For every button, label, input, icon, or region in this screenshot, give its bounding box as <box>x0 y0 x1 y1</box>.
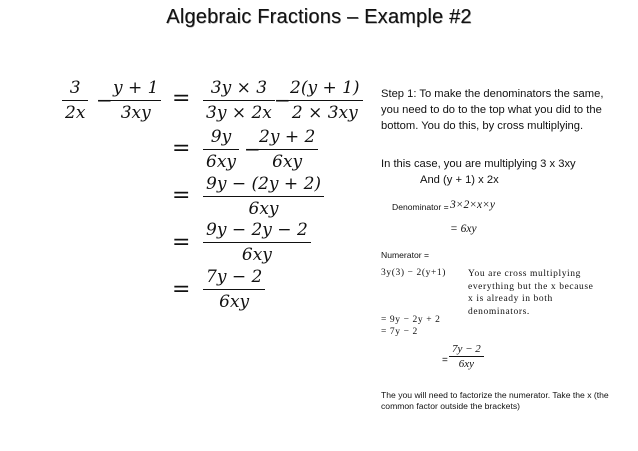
denominator: 6xy <box>206 152 237 172</box>
fraction-step1-b <box>287 78 363 123</box>
equals-sign: = <box>172 277 191 302</box>
denominator: 6xy <box>248 199 279 219</box>
numerator: 7y − 2 <box>203 267 265 290</box>
denominator: 6xy <box>219 292 250 312</box>
denominator-expression: 3×2×x×y <box>450 199 495 211</box>
factorize-note: The you will need to factorize the numerator. Take the x (the common factor outside the brackets) <box>381 390 609 411</box>
case-line-2: And (y + 1) x 2x <box>420 174 499 186</box>
numerator: 3 <box>62 78 88 101</box>
fraction-step2-a <box>203 127 239 172</box>
denominator: 6xy <box>458 358 475 370</box>
numerator-line-3: = 7y − 2 <box>381 327 418 337</box>
result-equals: = <box>442 355 448 366</box>
case-line-1: In this case, you are multiplying 3 x 3xy <box>381 158 576 170</box>
fraction-step2-b <box>256 127 318 172</box>
step1-explanation: Step 1: To make the denominators the same, you need to do to the top what you did to the bottom. You do this, by cross multiplying. <box>381 88 604 132</box>
denominator: 2 × 3xy <box>291 103 358 123</box>
numerator: 9y <box>203 127 239 150</box>
numerator-expression: 3y(3) − 2(y+1) <box>381 268 447 278</box>
equals-sign: = <box>172 183 191 208</box>
minus-sign: − <box>244 137 261 161</box>
numerator-line-2: = 9y − 2y + 2 <box>381 315 441 325</box>
numerator: 3y × 3 <box>203 78 275 101</box>
minus-sign: − <box>96 88 113 112</box>
numerator: 7y − 2 <box>449 343 484 357</box>
equals-sign: = <box>172 136 191 161</box>
denominator: 2x <box>65 103 86 123</box>
minus-sign: − <box>274 88 291 112</box>
denominator: 6xy <box>272 152 303 172</box>
fraction-step5 <box>203 267 265 312</box>
denominator: 3y × 2x <box>206 103 272 123</box>
denominator: 6xy <box>241 245 272 265</box>
equals-sign: = <box>172 86 191 111</box>
fraction-step1-a <box>203 78 275 123</box>
numerator-comment: You are cross multiplying everything but the x because x is already in both denominators. <box>468 269 594 317</box>
equals-sign: = <box>172 230 191 255</box>
numerator: 9y − 2y − 2 <box>203 220 311 243</box>
fraction-step3 <box>203 174 324 219</box>
numerator: y + 1 <box>110 78 161 101</box>
numerator: 9y − (2y + 2) <box>203 174 324 197</box>
page-title: Algebraic Fractions – Example #2 <box>166 6 472 28</box>
result-fraction <box>449 343 484 370</box>
denominator-label: Denominator = <box>392 202 449 212</box>
fraction-lhs-b <box>110 78 161 123</box>
fraction-lhs-a <box>62 78 88 123</box>
denominator-result: = 6xy <box>450 223 477 235</box>
denominator: 3xy <box>120 103 151 123</box>
numerator: 2y + 2 <box>256 127 318 150</box>
fraction-step4 <box>203 220 311 265</box>
numerator-label: Numerator = <box>381 250 429 260</box>
numerator: 2(y + 1) <box>287 78 363 101</box>
